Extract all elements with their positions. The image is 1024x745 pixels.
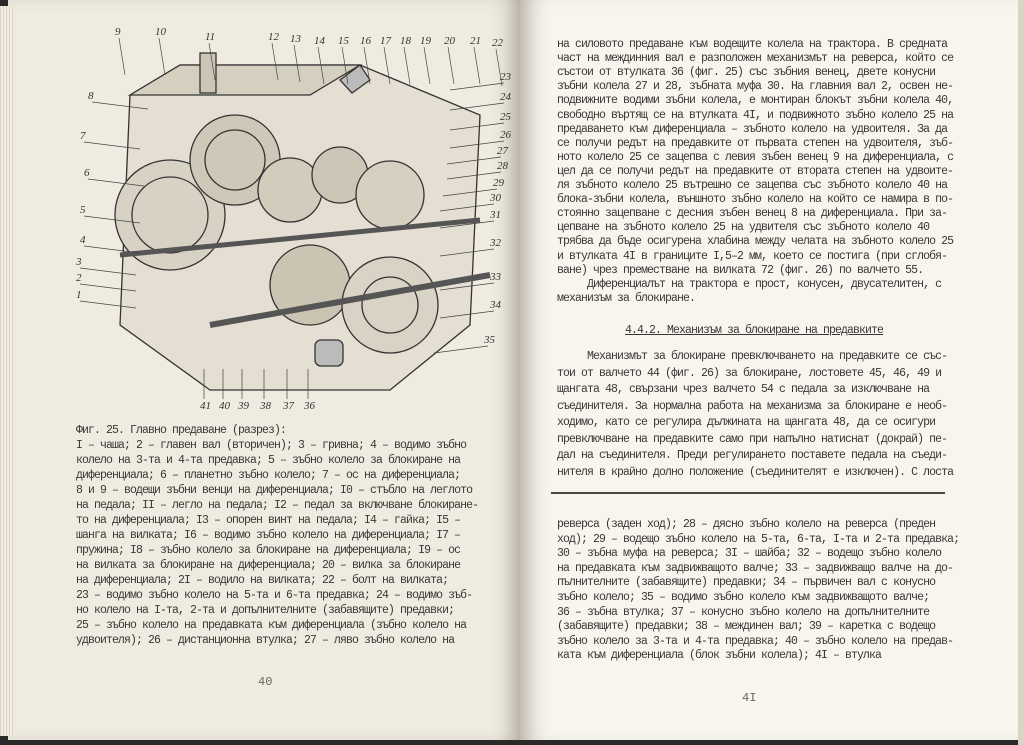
text-line: зъбно колело за 3-та и 4-та предавка; 40 – зъбно колело на предав- [557,634,954,648]
text-line: цепване на зъбното колело 25 на удвителя със зъбното колело 40 [557,221,930,235]
text-line: Фиг. 25. Главно предаване (разрез): [76,424,287,437]
callout-7: 7 [80,130,86,142]
text-line: на вилката за блокиране на диференциала; 20 – вилка за блокиране [76,559,461,572]
text-line: 23 – водимо зъбно колело на 5-та и 6-та предавка; 24 – водимо зъб- [76,589,473,602]
callout-24: 24 [500,91,511,103]
text-line: 36 – зъбна втулка; 37 – конусно зъбно колело на допълнителните [557,605,930,619]
callout-37: 37 [283,400,294,412]
callout-19: 19 [420,35,431,47]
section-heading: 4.4.2. Механизъм за блокиране на предавките [625,324,884,337]
callout-40: 40 [219,400,230,412]
callout-4: 4 [80,234,86,246]
callout-20: 20 [444,35,455,47]
callout-2: 2 [76,272,82,284]
text-line: превключване на предавките само при напълно натиснат (докрай) пе- [557,432,948,446]
leader-line [119,38,125,75]
callout-13: 13 [290,33,301,45]
callout-16: 16 [360,35,371,47]
callout-10: 10 [155,26,166,38]
text-line: пълнителните (забавящите) предавки; 34 – първичен вал с конусно [557,576,936,590]
text-line: ното колело 25 се зацепва с левия зъбен венец 9 на диференциала, с [557,150,954,164]
text-line: Механизмът за блокиране превключването на предавките се със- [557,350,948,363]
text-line: 25 – зъбно колело на предавката към диференциала (зъбно колело на [76,619,467,632]
text-line: нителя в крайно долно положение (съединителят е изключен). С лоста [557,465,954,479]
text-line: на педала; II – легло на педала; I2 – педал за включване блокиране- [76,499,479,512]
leader-line [159,38,165,75]
callout-25: 25 [500,111,511,123]
gearbox-drawing [115,53,490,390]
text-line: пружина; I8 – зъбно колело за блокиране на диференциала; I9 – ос [76,544,461,557]
callout-27: 27 [497,145,508,157]
text-line: (забавящите) предавки; 38 – междинен вал; 39 – каретка с водещо [557,620,936,634]
callout-35: 35 [484,334,495,346]
leader-line [448,47,454,84]
text-line: блока-зъбни колела, външното зъбно колело на който се намира в по- [557,193,954,207]
text-line: ходимо, като се регулира дължината на щангата 48, да се осигури [557,416,936,429]
leader-line [404,47,410,84]
page-edges [0,6,14,736]
gearbox-cutaway-diagram [60,25,520,415]
text-line: състои от втулката 36 (фиг. 25) със зъбния венец, двете конусни [557,66,936,80]
page-number-left: 40 [258,675,273,689]
callout-8: 8 [88,90,94,102]
callout-30: 30 [490,192,501,204]
callout-18: 18 [400,35,411,47]
text-line: на предавката към задвижващото валче; 33 – задвижващо валче на до- [557,561,954,575]
leader-line [450,83,504,90]
callout-38: 38 [260,400,271,412]
text-line: част на междинния вал е разположен механизмът на реверса, който се [557,52,954,66]
callout-6: 6 [84,167,90,179]
text-line: ход); 29 – водещо зъбно колело на 5-та, 6-та, I-та и 2-та предавка; [557,532,960,546]
callout-34: 34 [490,299,501,311]
callout-14: 14 [314,35,325,47]
callout-21: 21 [470,35,481,47]
callout-17: 17 [380,35,391,47]
text-line: зъбно колело; 35 – водимо зъбно колело към задвижващото валче; [557,591,930,604]
footnote-divider [551,492,945,494]
text-line: съединителя. За нормална работа на механизма за блокиране е необ- [557,399,948,413]
callout-39: 39 [238,400,249,412]
text-line: I – чаша; 2 – главен вал (вторичен); 3 – гривна; 4 – водимо зъбно [76,439,467,452]
text-line: 8 и 9 – водещи зъбни венци на диференциала; I0 – стъбло на леглото [76,484,473,497]
text-line: стоянно зацепване с десния зъбен венец 8 на диференциала. При за- [557,207,948,221]
text-line: щангата 48, свързани чрез валчето 54 с педала за изключване на [557,383,930,396]
text-line: и втулката 4I в границите I,5–2 мм, което се постига (при сглобя- [557,249,948,263]
text-line: дал на съединителя. Преди регулирането поставете педала на съеди- [557,449,948,462]
text-line: на диференциала; 2I – водило на вилката; 22 – болт на вилката; [76,574,449,587]
text-line: Диференциалът на трактора е прост, конусен, двусателитен, с [557,277,942,291]
callout-41: 41 [200,400,211,412]
text-line: тои от валчето 44 (фиг. 26) за блокиране, лостовете 45, 46, 49 и [557,366,942,380]
text-line: подвижните водими зъбни колела, е монтиран блокът зъбни колела 40, [557,94,954,108]
text-line: се получи редът на предавките от първата степен на удвоителя, зъб- [557,136,954,150]
callout-32: 32 [490,237,501,249]
text-line: трябва да бъде осигурена хлабина между челата на зъбното колело 25 [557,235,954,249]
text-line: но колело на I-та, 2-та и допълнителните (забавящите) предавки; [76,604,455,617]
text-line: ката към диференциала (блок зъбни колела); 4I – втулка [557,649,882,663]
text-line: ване) чрез преместване на вилката 72 (фиг. 26) по валчето 55. [557,263,924,277]
text-line: реверса (заден ход); 28 – дясно зъбно колело на реверса (преден [557,518,936,531]
callout-12: 12 [268,31,279,43]
text-line: диференциала; 6 – планетно зъбно колело; 7 – ос на диференциала; [76,469,461,482]
callout-5: 5 [80,204,86,216]
callout-36: 36 [304,400,315,412]
text-line: на силовото предаване към водещите колела на трактора. В средната [557,38,948,51]
callout-15: 15 [338,35,349,47]
text-line: колело на 3-та и 4-та предавка; 5 – зъбно колело за блокиране на [76,454,461,467]
text-line: цел да се получи редът на предавките от втората степен на удвоите- [557,164,954,178]
text-line: шанга на вилката; I6 – водимо зъбно колело на диференциала; I7 – [76,529,461,542]
text-line: механизъм за блокиране. [557,291,696,305]
text-line: удвоителя); 26 – дистанционна втулка; 27 – ляво зъбно колело на [76,634,455,647]
callout-1: 1 [76,289,82,301]
text-line: ля зъбното колело 25 вътрешно се зацепва със зъбното колело 40 на [557,179,948,192]
callout-9: 9 [115,26,121,38]
page-number-right: 4I [742,691,757,705]
callout-3: 3 [76,256,82,268]
leader-line [424,47,430,84]
callout-11: 11 [205,31,216,43]
leader-line [474,47,480,84]
callout-23: 23 [500,71,511,83]
text-line: 30 – зъбна муфа на реверса; 3I – шайба; 32 – водещо зъбно колело [557,547,942,561]
callout-28: 28 [497,160,508,172]
callout-22: 22 [492,37,503,49]
callout-26: 26 [500,129,511,141]
book-edge [1018,0,1024,745]
text-line: то на диференциала; I3 – опорен винт на педала; I4 – гайка; I5 – [76,514,461,527]
callout-29: 29 [493,177,504,189]
callout-31: 31 [490,209,501,221]
text-line: зъбни колела 27 и 28, зъбната муфа 30. На главния вал 2, освен не- [557,80,954,94]
callout-33: 33 [490,271,501,283]
text-line: свободно въртящ се на втулката 4I, и подвижното зъбно колело 25 на [557,108,954,122]
text-line: предаването към диференциала – зъбното колело на удвоителя. За да [557,122,948,136]
